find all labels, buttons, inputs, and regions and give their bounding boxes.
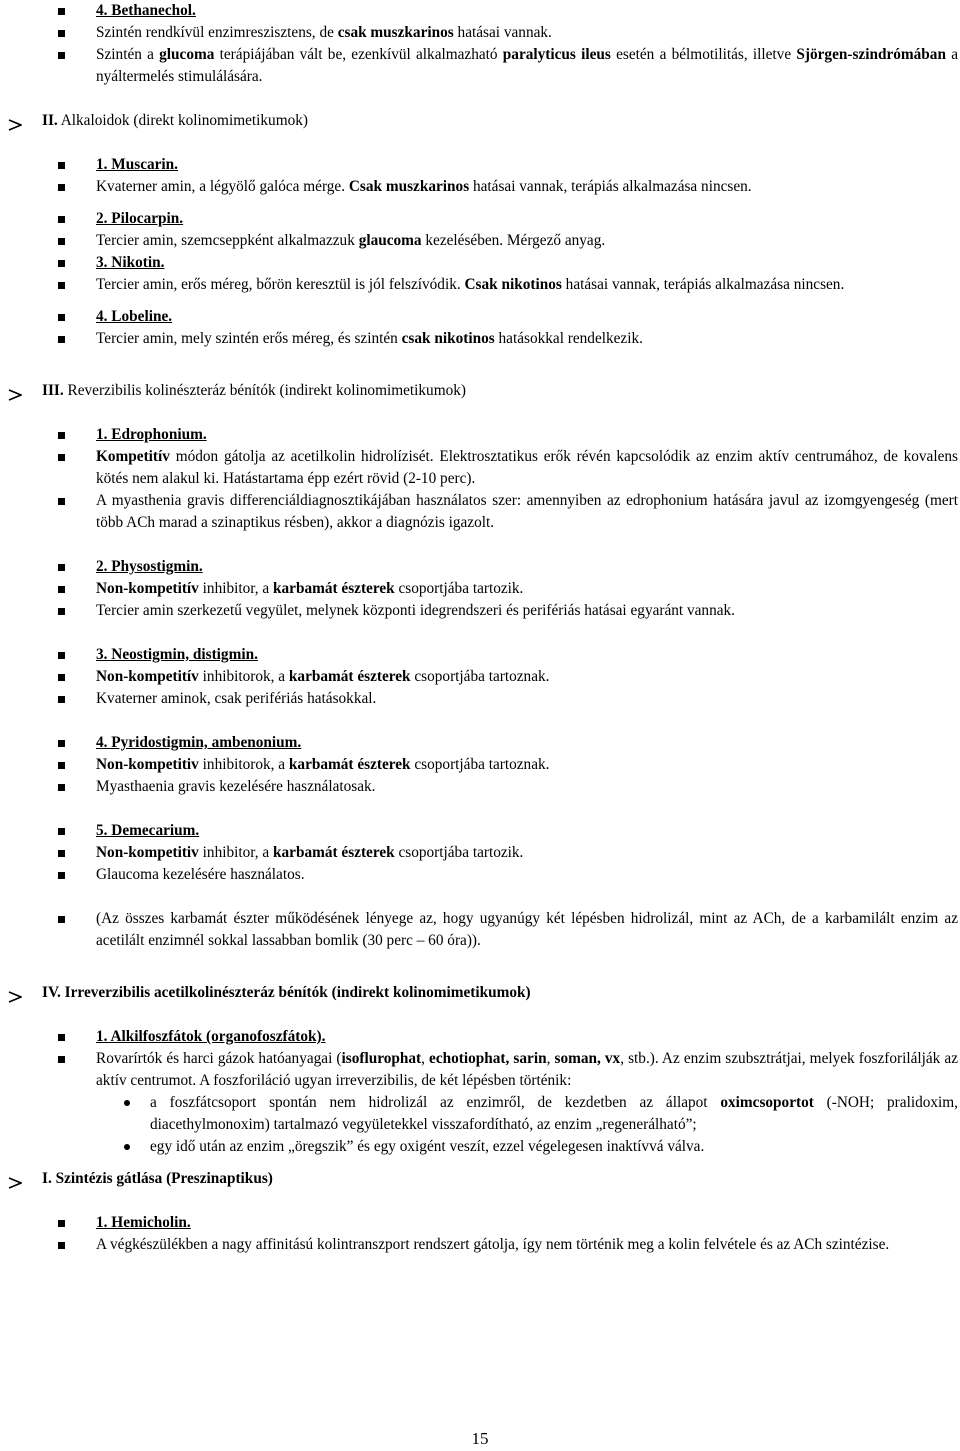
- square-bullet-icon: [58, 336, 65, 343]
- square-bullet-icon: [58, 850, 65, 857]
- spacer: [0, 710, 960, 732]
- item-text: [96, 580, 523, 597]
- square-bullet-icon: [58, 784, 65, 791]
- item-text: [96, 646, 258, 663]
- item-pilocarpin-desc: [0, 230, 960, 252]
- text-run: (Az összes karbamát észter működésének lényege az, hogy ugyanúgy két lépésben hidrolizál, mint az ACh, de a karbamilált enzim az acetilált enzimnél sokkal lassabban bomlik (30 perc – 60 óra)).: [96, 910, 958, 949]
- bold-text: isoflurophat: [341, 1050, 422, 1067]
- item-neostigmin-structure: [0, 688, 960, 710]
- item-hemicholin-desc: [0, 1234, 960, 1256]
- text-run: Glaucoma kezelésére használatos.: [96, 866, 305, 883]
- square-bullet-icon: [58, 454, 65, 461]
- text-run: Szintén rendkívül enzimreszisztens, de: [96, 24, 338, 41]
- text-run: Tercier amin, erős méreg, bőrön keresztül is jól felszívódik.: [96, 276, 465, 293]
- bold-text: Non-kompetitív: [96, 668, 199, 685]
- item-demecarium-title: [0, 820, 960, 842]
- spacer: [0, 296, 960, 306]
- item-text: [96, 756, 549, 773]
- item-demecarium-use: [0, 864, 960, 886]
- text-run: Tercier amin, mely szintén erős méreg, és szintén: [96, 330, 402, 347]
- round-bullet-icon: [124, 1144, 130, 1150]
- item-nikotin-title: [0, 252, 960, 274]
- bold-text: 1. Muscarin.: [96, 156, 179, 173]
- text-run: kezelésében. Mérgező anyag.: [421, 232, 606, 249]
- item-text: [42, 984, 531, 1001]
- spacer: [0, 88, 960, 110]
- item-text: [96, 734, 301, 751]
- bold-text: csak muszkarinos: [337, 24, 454, 41]
- item-text: [96, 844, 523, 861]
- item-text: [96, 254, 164, 271]
- bold-text: Kompetitív: [96, 448, 170, 465]
- square-bullet-icon: [58, 162, 65, 169]
- section-i-synthesis-heading: [0, 1168, 960, 1190]
- text-run: csoportjába tartoznak.: [410, 756, 550, 773]
- item-bethanechol-title: [0, 0, 960, 22]
- square-bullet-icon: [58, 916, 65, 923]
- item-hemicholin-title: [0, 1212, 960, 1234]
- item-text: [96, 910, 958, 949]
- text-run: hatásai vannak, terápiás alkalmazása nincsen.: [561, 276, 845, 293]
- bold-text: Sjörgen-szindrómában: [796, 46, 946, 63]
- square-bullet-icon: [58, 8, 65, 15]
- item-text: [96, 46, 958, 85]
- text-run: inhibitorok, a: [198, 756, 289, 773]
- text-run: ,: [546, 1050, 555, 1067]
- item-bethanechol-selectivity: [0, 22, 960, 44]
- item-text: [96, 866, 305, 883]
- square-bullet-icon: [58, 740, 65, 747]
- item-text: [96, 492, 958, 531]
- bold-text: 4. Bethanechol.: [96, 2, 196, 19]
- square-bullet-icon: [58, 1220, 65, 1227]
- item-pyridostigmin-title: [0, 732, 960, 754]
- bold-text: III.: [42, 382, 64, 399]
- text-run: inhibitor, a: [198, 844, 274, 861]
- item-text: [96, 778, 375, 795]
- bold-text: Non-kompetitív: [96, 580, 199, 597]
- bold-text: 2. Pilocarpin.: [96, 210, 184, 227]
- square-bullet-icon: [58, 238, 65, 245]
- square-bullet-icon: [58, 696, 65, 703]
- item-physostigmin-structure: [0, 600, 960, 622]
- bold-text: II.: [42, 112, 58, 129]
- arrow-bullet-icon: [8, 116, 22, 138]
- bold-text: I. Szintézis gátlása (Preszinaptikus): [42, 1170, 273, 1187]
- square-bullet-icon: [58, 216, 65, 223]
- text-run: A végkészülékben a nagy affinitású kolintranszport rendszert gátolja, így nem történik meg a kolin felvétele és az ACh szintézise.: [96, 1236, 890, 1253]
- bold-text: 4. Lobeline.: [96, 308, 173, 325]
- text-run: hatásai vannak.: [453, 24, 552, 41]
- item-pyridostigmin-class: [0, 754, 960, 776]
- spacer: [0, 886, 960, 908]
- text-run: inhibitorok, a: [198, 668, 289, 685]
- bold-text: 2. Physostigmin.: [96, 558, 203, 575]
- text-run: (-NOH; pralidoxim, diacethylmonoxim) tartalmazó vegyületekkel visszafordítható, az enzim „regenerálható”;: [150, 1094, 958, 1133]
- item-text: [42, 112, 308, 129]
- square-bullet-icon: [58, 674, 65, 681]
- bold-text: Csak muszkarinos: [348, 178, 470, 195]
- text-run: csoportjába tartoznak.: [410, 668, 550, 685]
- spacer: [0, 1190, 960, 1212]
- item-text: [96, 690, 376, 707]
- text-run: Alkaloidok (direkt kolinomimetikumok): [57, 112, 308, 129]
- item-text: [96, 558, 203, 575]
- item-demecarium-class: [0, 842, 960, 864]
- text-run: esetén a bélmotilitás, illetve: [610, 46, 797, 63]
- text-run: Rovarírtók és harci gázok hatóanyagai (: [96, 1050, 342, 1067]
- item-text: [96, 822, 199, 839]
- page-number: 15: [471, 1429, 489, 1448]
- item-lobeline-desc: [0, 328, 960, 350]
- spacer: [0, 350, 960, 380]
- bold-text: 3. Nikotin.: [96, 254, 165, 271]
- text-run: Tercier amin szerkezetű vegyület, melynek központi idegrendszeri és perifériás hatásai egyaránt vannak.: [96, 602, 735, 619]
- square-bullet-icon: [58, 184, 65, 191]
- spacer: [0, 198, 960, 208]
- item-text: [96, 1236, 889, 1253]
- item-text: [96, 232, 605, 249]
- text-run: , stb.). Az enzim szubsztrátjai, melyek foszforilálják az aktív centrumot. A foszforiláció ugyan irreverzibilis, de két lépésben történik:: [96, 1050, 958, 1089]
- text-run: csoportjába tartozik.: [394, 844, 524, 861]
- spacer: [0, 402, 960, 424]
- square-bullet-icon: [58, 1034, 65, 1041]
- item-physostigmin-class: [0, 578, 960, 600]
- square-bullet-icon: [58, 52, 65, 59]
- section-iii-heading: [0, 380, 960, 402]
- spacer: [0, 622, 960, 644]
- item-text: [42, 1170, 273, 1187]
- item-text: [96, 156, 178, 173]
- item-text: [96, 1050, 958, 1089]
- bold-text: glaucoma: [358, 232, 422, 249]
- item-text: [42, 382, 466, 399]
- section-iv-heading: [0, 982, 960, 1004]
- square-bullet-icon: [58, 828, 65, 835]
- square-bullet-icon: [58, 260, 65, 267]
- bold-text: Irreverzibilis acetilkolinészteráz bénítók (indirekt kolinomimetikumok): [60, 984, 531, 1001]
- bold-text: 1. Hemicholin.: [96, 1214, 191, 1231]
- item-bethanechol-use: [0, 44, 960, 88]
- bold-text: paralyticus ileus: [502, 46, 611, 63]
- spacer: [0, 952, 960, 982]
- item-text: [96, 426, 207, 443]
- square-bullet-icon: [58, 564, 65, 571]
- square-bullet-icon: [58, 432, 65, 439]
- bold-text: 4. Pyridostigmin, ambenonium.: [96, 734, 302, 751]
- item-text: [96, 1214, 191, 1231]
- text-run: inhibitor, a: [198, 580, 274, 597]
- spacer: [0, 132, 960, 154]
- round-bullet-icon: [124, 1100, 130, 1106]
- item-neostigmin-title: [0, 644, 960, 666]
- bold-text: IV.: [42, 984, 61, 1001]
- text-run: Kvaterner aminok, csak perifériás hatásokkal.: [96, 690, 377, 707]
- item-edrophonium-mechanism: [0, 446, 960, 490]
- item-text: [96, 330, 643, 347]
- bold-text: Non-kompetitiv: [96, 756, 199, 773]
- bold-text: Csak nikotinos: [464, 276, 562, 293]
- item-text: [96, 210, 183, 227]
- bold-text: echotiophat, sarin: [429, 1050, 547, 1067]
- item-carbamate-note: [0, 908, 960, 952]
- square-bullet-icon: [58, 1056, 65, 1063]
- spacer: [0, 534, 960, 556]
- square-bullet-icon: [58, 762, 65, 769]
- square-bullet-icon: [58, 872, 65, 879]
- square-bullet-icon: [58, 314, 65, 321]
- item-physostigmin-title: [0, 556, 960, 578]
- spacer: [0, 1158, 960, 1168]
- text-run: hatásokkal rendelkezik.: [494, 330, 643, 347]
- text-run: Myasthaenia gravis kezelésére használatosak.: [96, 778, 376, 795]
- bold-text: Non-kompetitiv: [96, 844, 199, 861]
- item-text: [96, 276, 844, 293]
- text-run: módon gátolja az acetilkolin hidrolízisét. Elektrosztatikus erők révén kapcsolódik az enzim aktív centrumához, de kovalens kötés nem alakul ki. Hatástartama épp ezért rövid (2-10 perc).: [96, 448, 958, 487]
- text-run: ,: [421, 1050, 430, 1067]
- item-text: [150, 1094, 958, 1133]
- square-bullet-icon: [58, 30, 65, 37]
- text-run: a nyáltermelés stimulálására.: [96, 46, 958, 85]
- item-alkilfoszfat-desc: [0, 1048, 960, 1092]
- bold-text: soman, vx: [554, 1050, 621, 1067]
- bold-text: karbamát észterek: [273, 580, 395, 597]
- square-bullet-icon: [58, 652, 65, 659]
- item-lobeline-title: [0, 306, 960, 328]
- bold-text: karbamát észterek: [288, 668, 411, 685]
- square-bullet-icon: [58, 608, 65, 615]
- square-bullet-icon: [58, 282, 65, 289]
- square-bullet-icon: [58, 1242, 65, 1249]
- item-edrophonium-title: [0, 424, 960, 446]
- bold-text: 5. Demecarium.: [96, 822, 200, 839]
- item-nikotin-desc: [0, 274, 960, 296]
- bold-text: karbamát észterek: [273, 844, 395, 861]
- item-pyridostigmin-use: [0, 776, 960, 798]
- bold-text: 3. Neostigmin, distigmin.: [96, 646, 258, 663]
- item-text: [96, 602, 735, 619]
- item-text: [96, 668, 549, 685]
- item-muscarin-desc: [0, 176, 960, 198]
- item-neostigmin-class: [0, 666, 960, 688]
- text-run: egy idő után az enzim „öregszik” és egy oxigént veszít, ezzel végelegesen inaktívvá válva.: [150, 1138, 705, 1155]
- item-muscarin-title: [0, 154, 960, 176]
- spacer: [0, 1004, 960, 1026]
- text-run: Kvaterner amin, a légyölő galóca mérge.: [96, 178, 349, 195]
- text-run: A myasthenia gravis differenciáldiagnosztikájában használatos szer: amennyiben az edrophonium hatására javul az izomgyengeség (mert több ACh marad a szinaptikus résben), akkor a diagnózis igazolt.: [96, 492, 958, 531]
- item-text: [96, 24, 552, 41]
- arrow-bullet-icon: [8, 386, 22, 408]
- text-run: terápiájában vált be, ezenkívül alkalmazható: [214, 46, 503, 63]
- bold-text: karbamát észterek: [288, 756, 411, 773]
- item-text: [96, 178, 752, 195]
- text-run: Szintén a: [96, 46, 160, 63]
- spacer: [0, 798, 960, 820]
- text-run: csoportjába tartozik.: [394, 580, 524, 597]
- section-ii-heading: [0, 110, 960, 132]
- item-edrophonium-diagnostic: [0, 490, 960, 534]
- bold-text: glucoma: [159, 46, 215, 63]
- item-alkilfoszfat-title: [0, 1026, 960, 1048]
- subitem-aging: [0, 1136, 960, 1158]
- square-bullet-icon: [58, 498, 65, 505]
- item-text: [96, 448, 958, 487]
- bold-text: 1. Alkilfoszfátok (organofoszfátok).: [96, 1028, 326, 1045]
- bold-text: csak nikotinos: [401, 330, 495, 347]
- item-text: [96, 2, 196, 19]
- item-text: [96, 308, 172, 325]
- item-text: [150, 1138, 704, 1155]
- bold-text: 1. Edrophonium.: [96, 426, 207, 443]
- arrow-bullet-icon: [8, 988, 22, 1010]
- text-run: a foszfátcsoport spontán nem hidrolizál az enzimről, de kezdetben az állapot: [150, 1094, 721, 1111]
- item-pilocarpin-title: [0, 208, 960, 230]
- arrow-bullet-icon: [8, 1174, 22, 1196]
- text-run: hatásai vannak, terápiás alkalmazása nincsen.: [469, 178, 752, 195]
- square-bullet-icon: [58, 586, 65, 593]
- bold-text: oximcsoportot: [720, 1094, 814, 1111]
- item-text: [96, 1028, 325, 1045]
- subitem-oxim: [0, 1092, 960, 1136]
- text-run: Reverzibilis kolinészteráz bénítók (indirekt kolinomimetikumok): [63, 382, 466, 399]
- text-run: Tercier amin, szemcseppként alkalmazzuk: [96, 232, 359, 249]
